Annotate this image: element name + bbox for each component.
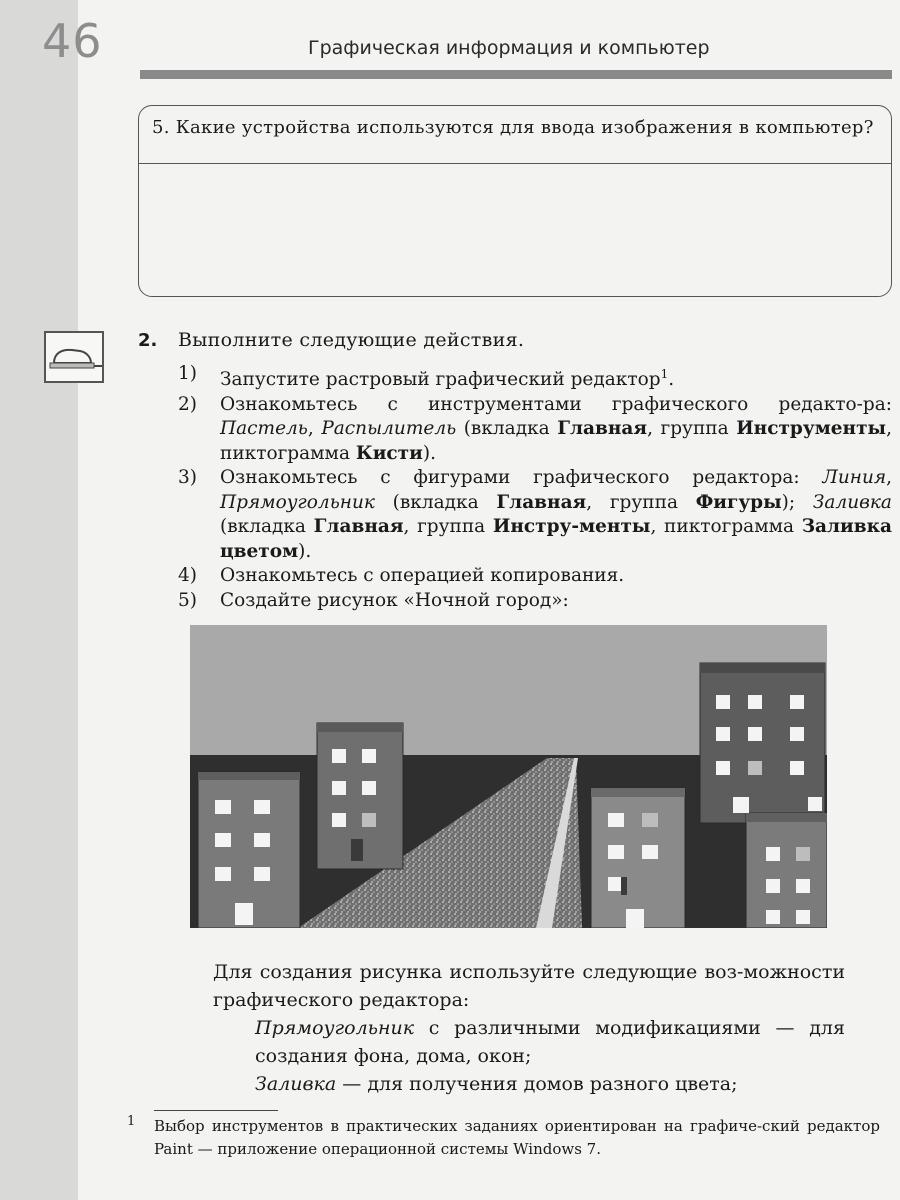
ui-term: Главная bbox=[557, 418, 648, 440]
tool-name: Прямоугольник bbox=[255, 1017, 415, 1039]
step-item bbox=[178, 393, 892, 467]
page-number: 46 bbox=[42, 14, 103, 68]
left-margin-band bbox=[0, 0, 78, 1200]
usage-intro: Для создания рисунка используйте следующие воз-можности графического редактора: bbox=[213, 961, 845, 1011]
usage-instructions bbox=[213, 958, 845, 1098]
tool-name: Заливка bbox=[812, 491, 892, 513]
task-number: 2. bbox=[138, 330, 158, 351]
ui-term: Фигуры bbox=[695, 491, 782, 513]
step-text: (вкладка bbox=[456, 418, 558, 440]
ui-term: Кисти bbox=[355, 442, 423, 464]
question-text: 5. Какие устройства используются для ввода изображения в компьютер? bbox=[152, 117, 874, 138]
step-text: , группа bbox=[586, 491, 696, 513]
step-item bbox=[178, 466, 892, 564]
building bbox=[591, 788, 685, 928]
step-number: 4) bbox=[178, 565, 197, 587]
ui-term: Инструменты bbox=[736, 418, 887, 440]
usage-text: — для получения домов разного цвета; bbox=[336, 1073, 738, 1095]
step-text: Создайте рисунок «Ночной город»: bbox=[220, 589, 569, 611]
ui-term: Главная bbox=[496, 491, 587, 513]
ui-term: Заливка цветом bbox=[220, 516, 892, 562]
building bbox=[746, 813, 827, 928]
step-text: Ознакомьтесь с инструментами графического редакто-ра: bbox=[220, 393, 892, 415]
header-rule bbox=[140, 70, 892, 79]
step-text: ); bbox=[781, 491, 813, 513]
step-text: Ознакомьтесь с операцией копирования. bbox=[220, 565, 625, 587]
step-number: 5) bbox=[178, 589, 197, 611]
step-number: 1) bbox=[178, 363, 197, 384]
task-steps bbox=[178, 362, 892, 613]
ui-term: Инстру-менты bbox=[492, 516, 651, 538]
task-title: Выполните следующие действия. bbox=[178, 329, 525, 351]
step-text: , bbox=[886, 467, 892, 489]
question-divider bbox=[139, 163, 891, 164]
running-header: Графическая информация и компьютер bbox=[308, 37, 710, 59]
footnote-rule bbox=[154, 1110, 278, 1111]
tool-name: Заливка bbox=[255, 1073, 337, 1095]
tool-name: Пастель bbox=[220, 418, 308, 440]
step-item bbox=[178, 362, 892, 393]
footnote-ref: 1 bbox=[660, 367, 669, 381]
ui-term: Главная bbox=[313, 516, 404, 538]
step-number: 2) bbox=[178, 393, 197, 415]
step-number: 3) bbox=[178, 467, 197, 489]
step-text: , группа bbox=[647, 418, 737, 440]
step-item bbox=[178, 564, 892, 589]
step-text: . bbox=[668, 369, 675, 391]
question-box bbox=[138, 105, 892, 297]
usage-text: с различными модификациями — для создания фона, дома, окон; bbox=[255, 1017, 845, 1067]
step-text: Ознакомьтесь с фигурами графического редактора: bbox=[220, 467, 823, 489]
footnote-text: Выбор инструментов в практических заданиях ориентирован на графиче-ский редактор Paint — приложение операционной системы Windows 7. bbox=[154, 1117, 880, 1158]
building bbox=[700, 663, 825, 823]
step-text: , пиктограмма bbox=[220, 418, 892, 464]
step-text: , bbox=[307, 418, 322, 440]
step-item bbox=[178, 589, 892, 614]
step-text: (вкладка bbox=[220, 516, 314, 538]
usage-item bbox=[213, 1070, 845, 1098]
usage-item bbox=[213, 1014, 845, 1070]
step-text: , группа bbox=[403, 516, 493, 538]
tool-name: Линия bbox=[822, 467, 887, 489]
footnote-mark: 1 bbox=[127, 1114, 136, 1129]
step-text: , пиктограмма bbox=[650, 516, 802, 538]
tool-name: Прямоугольник bbox=[220, 491, 375, 513]
step-text: ). bbox=[422, 442, 436, 464]
step-text: Запустите растровый графический редактор bbox=[220, 369, 661, 391]
night-city-illustration bbox=[190, 625, 827, 928]
tool-name: Распылитель bbox=[321, 418, 457, 440]
step-text: (вкладка bbox=[374, 491, 497, 513]
mouse-icon bbox=[44, 331, 104, 383]
step-text: ). bbox=[298, 540, 312, 562]
